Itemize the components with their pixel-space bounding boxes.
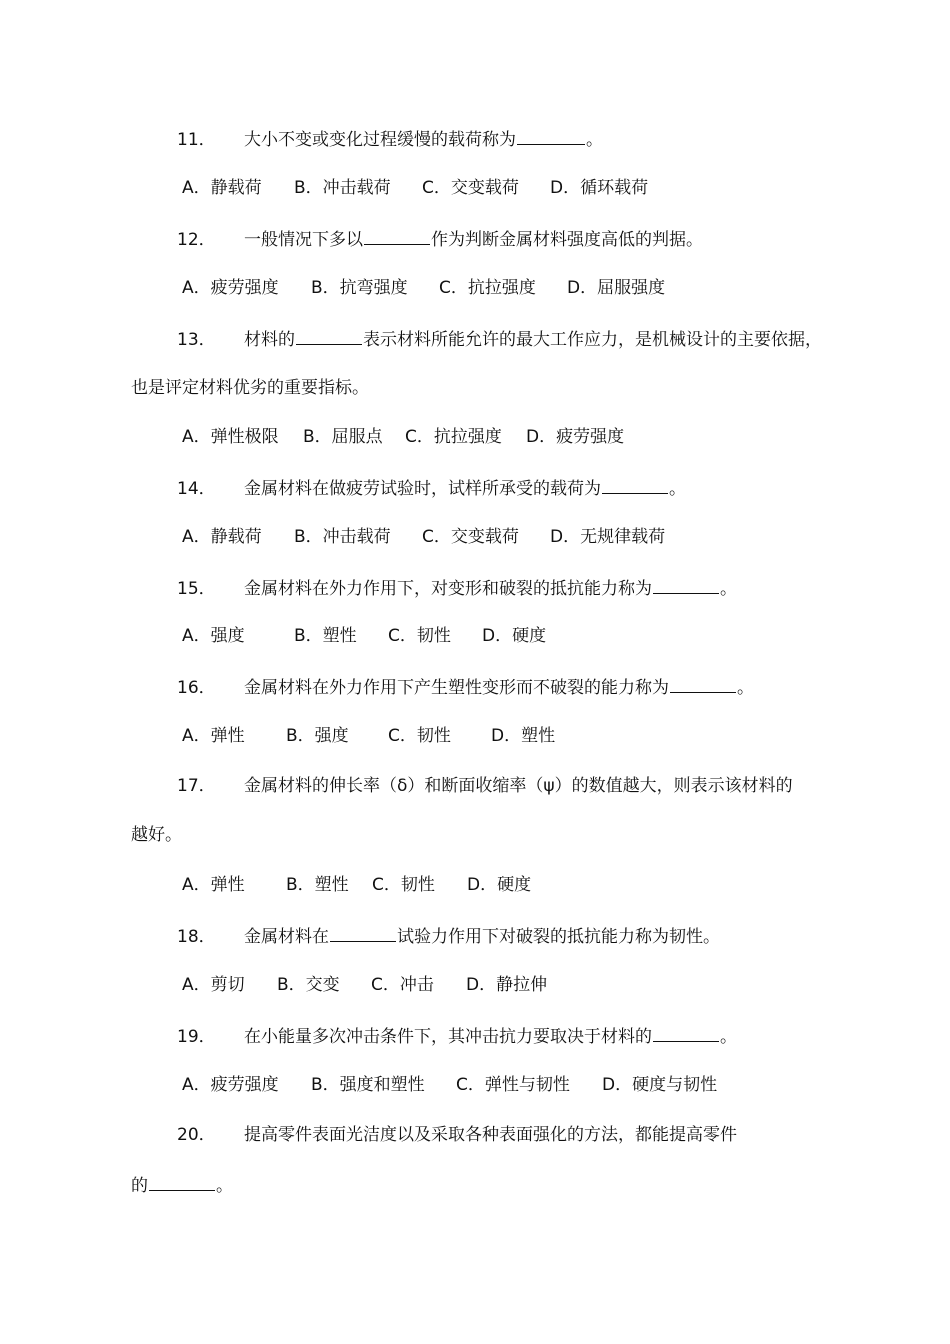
answer-blank[interactable] [330, 923, 396, 942]
question-number: 19． [177, 1027, 216, 1047]
question-text-end: 作为判断金属材料强度高低的判据。 [431, 230, 703, 250]
option-b: B．强度 [286, 726, 349, 746]
question-18 [177, 923, 720, 949]
option-d: D．无规律载荷 [550, 527, 666, 547]
question-number: 16． [177, 678, 216, 698]
option-d: D．疲劳强度 [526, 427, 625, 447]
option-a: A．静载荷 [182, 178, 262, 198]
question-text-end: 。 [216, 1176, 233, 1196]
option-a: A．疲劳强度 [182, 1075, 279, 1095]
question-number: 12． [177, 230, 216, 250]
option-b: B．冲击载荷 [294, 527, 391, 547]
option-c: C．弹性与韧性 [456, 1075, 570, 1095]
question-17 [177, 774, 793, 798]
option-b: B．强度和塑性 [311, 1075, 425, 1095]
question-text: 大小不变或变化过程缓慢的载荷称为 [244, 130, 516, 150]
option-c: C．韧性 [372, 875, 435, 895]
question-16 [177, 674, 754, 700]
option-a: A．弹性 [182, 726, 245, 746]
answer-blank[interactable] [670, 674, 736, 693]
question-text-end: 。 [586, 130, 603, 150]
question-text-end: 试验力作用下对破裂的抵抗能力称为韧性。 [397, 927, 720, 947]
options-16 [182, 724, 555, 748]
option-b: B．屈服点 [303, 427, 383, 447]
question-number: 14． [177, 479, 216, 499]
answer-blank[interactable] [364, 226, 430, 245]
question-text: 金属材料在外力作用下，对变形和破裂的抵抗能力称为 [244, 579, 652, 599]
question-text: 一般情况下多以 [244, 230, 363, 250]
option-a: A．强度 [182, 626, 245, 646]
option-a: A．弹性极限 [182, 427, 279, 447]
question-15 [177, 575, 737, 601]
answer-blank[interactable] [602, 475, 668, 494]
options-11 [182, 176, 648, 200]
options-19 [182, 1073, 717, 1097]
question-17-continued: 越好。 [131, 825, 182, 845]
question-number: 15． [177, 579, 216, 599]
question-text-end: 。 [720, 1027, 737, 1047]
option-c: C．交变载荷 [422, 178, 519, 198]
question-13 [177, 326, 822, 352]
option-b: B．交变 [277, 975, 340, 995]
option-d: D．静拉伸 [466, 975, 548, 995]
option-c: C．冲击 [371, 975, 434, 995]
option-d: D．硬度 [482, 626, 547, 646]
question-text-cont: 的 [131, 1176, 148, 1196]
question-19 [177, 1023, 737, 1049]
option-b: B．塑性 [286, 875, 349, 895]
question-text-end: 。 [737, 678, 754, 698]
answer-blank[interactable] [653, 575, 719, 594]
question-20-continued [131, 1172, 233, 1198]
question-text: 提高零件表面光洁度以及采取各种表面强化的方法，都能提高零件 [244, 1125, 737, 1145]
question-text-end: 。 [669, 479, 686, 499]
question-text: 金属材料在外力作用下产生塑性变形而不破裂的能力称为 [244, 678, 669, 698]
options-14 [182, 525, 665, 549]
option-a: A．剪切 [182, 975, 245, 995]
question-11 [177, 126, 603, 152]
option-a: A．静载荷 [182, 527, 262, 547]
question-text: 金属材料在 [244, 927, 329, 947]
question-text: 金属材料在做疲劳试验时，试样所承受的载荷为 [244, 479, 601, 499]
question-number: 18． [177, 927, 216, 947]
question-text-end: 。 [720, 579, 737, 599]
option-c: C．抗拉强度 [439, 278, 536, 298]
option-b: B．塑性 [294, 626, 357, 646]
options-18 [182, 973, 547, 997]
option-d: D．硬度 [467, 875, 532, 895]
option-a: A．疲劳强度 [182, 278, 279, 298]
question-number: 20． [177, 1125, 216, 1145]
question-text: 材料的 [244, 330, 295, 350]
question-13-continued: 也是评定材料优劣的重要指标。 [131, 378, 369, 398]
question-text: 在小能量多次冲击条件下，其冲击抗力要取决于材料的 [244, 1027, 652, 1047]
option-d: D．硬度与韧性 [602, 1075, 718, 1095]
options-15 [182, 624, 546, 648]
option-a: A．弹性 [182, 875, 245, 895]
question-number: 13． [177, 330, 216, 350]
question-text: 金属材料的伸长率（δ）和断面收缩率（ψ）的数值越大，则表示该材料的 [244, 776, 793, 796]
option-d: D．屈服强度 [567, 278, 666, 298]
question-number: 11． [177, 130, 216, 150]
question-20 [177, 1123, 737, 1147]
question-12 [177, 226, 703, 252]
option-c: C．韧性 [388, 626, 451, 646]
option-d: D．塑性 [491, 726, 556, 746]
answer-blank[interactable] [653, 1023, 719, 1042]
option-b: B．抗弯强度 [311, 278, 408, 298]
question-text-end: 表示材料所能允许的最大工作应力，是机械设计的主要依据， [363, 330, 822, 350]
options-17 [182, 873, 531, 897]
question-number: 17． [177, 776, 216, 796]
question-14 [177, 475, 686, 501]
option-d: D．循环载荷 [550, 178, 649, 198]
option-c: C．韧性 [388, 726, 451, 746]
answer-blank[interactable] [296, 326, 362, 345]
answer-blank[interactable] [149, 1172, 215, 1191]
option-c: C．交变载荷 [422, 527, 519, 547]
options-13 [182, 425, 624, 449]
answer-blank[interactable] [517, 126, 585, 145]
option-b: B．冲击载荷 [294, 178, 391, 198]
option-c: C．抗拉强度 [405, 427, 502, 447]
options-12 [182, 276, 665, 300]
